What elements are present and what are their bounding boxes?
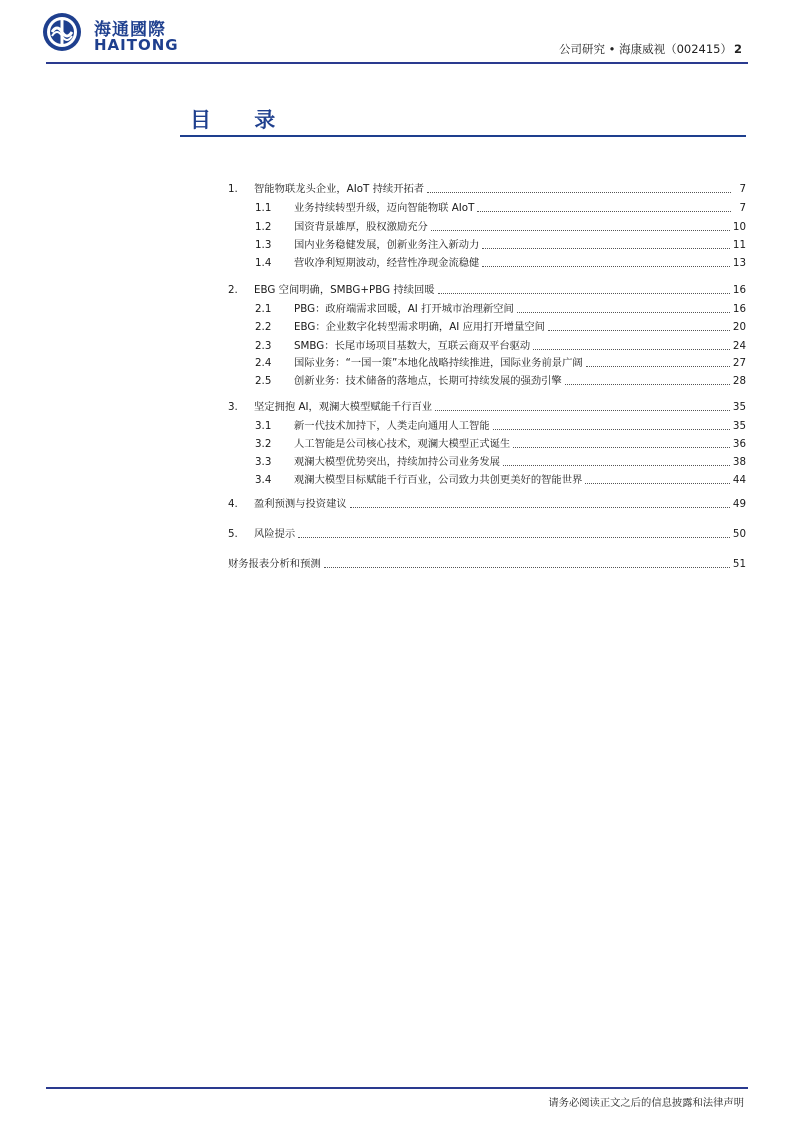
page-number: 2 [733, 42, 742, 56]
toc-entry-page: 44 [732, 474, 746, 486]
toc-entry[interactable] [228, 181, 746, 196]
toc-entry[interactable] [255, 373, 746, 388]
toc-entry-number: 2.2 [255, 321, 272, 333]
toc-entry-title: 风险提示 [254, 528, 296, 540]
toc-leader-dots [586, 366, 730, 367]
toc-entry-number: 3.3 [255, 456, 272, 468]
toc-entry-page: 38 [732, 456, 746, 468]
toc-entry-title: 智能物联龙头企业，AIoT 持续开拓者 [254, 183, 425, 195]
toc-entry-number: 1.3 [255, 239, 272, 251]
toc-entry-title: 创新业务：技术储备的落地点，长期可持续发展的强劲引擎 [294, 375, 562, 387]
toc-entry-title: 坚定拥抱 AI，观澜大模型赋能千行百业 [254, 401, 433, 413]
toc-entry-title: 观澜大模型优势突出，持续加持公司业务发展 [294, 456, 500, 468]
toc-entry-title: 国资背景雄厚，股权激励充分 [294, 221, 428, 233]
toc-entry-number: 1.1 [255, 202, 272, 214]
header-divider [46, 62, 748, 64]
toc-entry-number: 1. [228, 183, 238, 195]
toc-entry-page: 36 [732, 438, 746, 450]
toc-entry-page: 51 [732, 558, 746, 570]
toc-entry[interactable] [228, 282, 746, 297]
toc-title: 目 录 [190, 108, 294, 132]
toc-entry[interactable] [255, 418, 746, 433]
toc-entry-page: 7 [739, 183, 746, 195]
toc-entry-number: 2.5 [255, 375, 272, 387]
toc-entry-page: 20 [732, 321, 746, 333]
toc-entry-page: 49 [732, 498, 746, 510]
toc-entry[interactable] [228, 496, 746, 511]
toc-entry-number: 3.4 [255, 474, 272, 486]
logo-english-name: HAITONG [94, 36, 179, 54]
toc-leader-dots [517, 312, 730, 313]
toc-entry[interactable] [255, 301, 746, 316]
toc-entry-title: SMBG：长尾市场项目基数大，互联云商双平台驱动 [294, 340, 531, 352]
toc-entry-number: 4. [228, 498, 238, 510]
report-header [559, 41, 742, 57]
footer-divider [46, 1087, 748, 1089]
toc-entry-page: 7 [739, 202, 746, 214]
footer-disclaimer: 请务必阅读正文之后的信息披露和法律声明 [548, 1097, 744, 1109]
toc-entry[interactable] [255, 472, 746, 487]
toc-entry-title: EBG：企业数字化转型需求明确，AI 应用打开增量空间 [294, 321, 545, 333]
toc-entry-number: 2.4 [255, 357, 272, 369]
toc-leader-dots [585, 483, 730, 484]
toc-leader-dots [493, 429, 730, 430]
toc-entry-page: 10 [732, 221, 746, 233]
toc-leader-dots [438, 293, 730, 294]
toc-leader-dots [298, 537, 730, 538]
toc-entry-page: 28 [732, 375, 746, 387]
toc-entry-number: 3.2 [255, 438, 272, 450]
toc-entry-page: 27 [732, 357, 746, 369]
toc-entry-number: 2.3 [255, 340, 272, 352]
toc-entry-number: 1.4 [255, 257, 272, 269]
toc-leader-dots [533, 349, 730, 350]
toc-entry[interactable] [255, 219, 746, 234]
toc-leader-dots [482, 248, 730, 249]
toc-entry-page: 50 [732, 528, 746, 540]
toc-leader-dots [503, 465, 730, 466]
toc-entry-number: 5. [228, 528, 238, 540]
toc-entry[interactable] [228, 526, 746, 541]
toc-entry-page: 35 [732, 401, 746, 413]
toc-entry[interactable] [228, 556, 746, 571]
toc-entry-title: PBG：政府端需求回暖，AI 打开城市治理新空间 [294, 303, 514, 315]
toc-entry-page: 13 [732, 257, 746, 269]
toc-entry[interactable] [255, 237, 746, 252]
toc-leader-dots [565, 384, 730, 385]
toc-entry[interactable] [228, 399, 746, 414]
toc-entry[interactable] [255, 355, 746, 370]
toc-entry-title: 业务持续转型升级，迈向智能物联 AIoT [294, 202, 475, 214]
toc-entry-title: 人工智能是公司核心技术，观澜大模型正式诞生 [294, 438, 511, 450]
toc-entry-title: 国内业务稳健发展，创新业务注入新动力 [294, 239, 480, 251]
toc-entry-page: 16 [732, 284, 746, 296]
title-divider [180, 135, 746, 137]
toc-entry-page: 24 [732, 340, 746, 352]
toc-entry-number: 3.1 [255, 420, 272, 432]
toc-entry[interactable] [255, 338, 746, 353]
toc-entry-page: 11 [732, 239, 746, 251]
toc-entry[interactable] [255, 255, 746, 270]
toc-entry[interactable] [255, 454, 746, 469]
toc-entry-title: 观澜大模型目标赋能千行百业，公司致力共创更美好的智能世界 [294, 474, 583, 486]
toc-entry-title: 国际业务：“一国一策”本地化战略持续推进，国际业务前景广阔 [294, 357, 583, 369]
toc-leader-dots [427, 192, 731, 193]
toc-leader-dots [477, 211, 731, 212]
toc-entry-number: 3. [228, 401, 238, 413]
toc-entry-title: 新一代技术加持下，人类走向通用人工智能 [294, 420, 490, 432]
toc-entry[interactable] [255, 436, 746, 451]
toc-entry-title: 盈利预测与投资建议 [254, 498, 347, 510]
toc-entry-title: EBG 空间明确，SMBG+PBG 持续回暖 [254, 284, 435, 296]
toc-leader-dots [548, 330, 730, 331]
toc-leader-dots [431, 230, 730, 231]
toc-leader-dots [324, 567, 730, 568]
toc-entry-title: 财务报表分析和预测 [228, 558, 321, 570]
toc-entry[interactable] [255, 319, 746, 334]
toc-entry-page: 16 [732, 303, 746, 315]
toc-leader-dots [350, 507, 730, 508]
toc-entry-number: 1.2 [255, 221, 272, 233]
report-label: 公司研究 • 海康威视（002415） [558, 42, 732, 56]
toc-entry[interactable] [255, 200, 746, 215]
toc-leader-dots [513, 447, 730, 448]
haitong-logo-icon [42, 12, 82, 52]
toc-leader-dots [435, 410, 730, 411]
toc-entry-number: 2.1 [255, 303, 272, 315]
logo-chinese-name: 海通國際 [94, 20, 166, 40]
toc-leader-dots [482, 266, 730, 267]
toc-entry-title: 营收净利短期波动，经营性净现金流稳健 [294, 257, 480, 269]
toc-entry-page: 35 [732, 420, 746, 432]
company-logo [42, 12, 242, 56]
toc-entry-number: 2. [228, 284, 238, 296]
